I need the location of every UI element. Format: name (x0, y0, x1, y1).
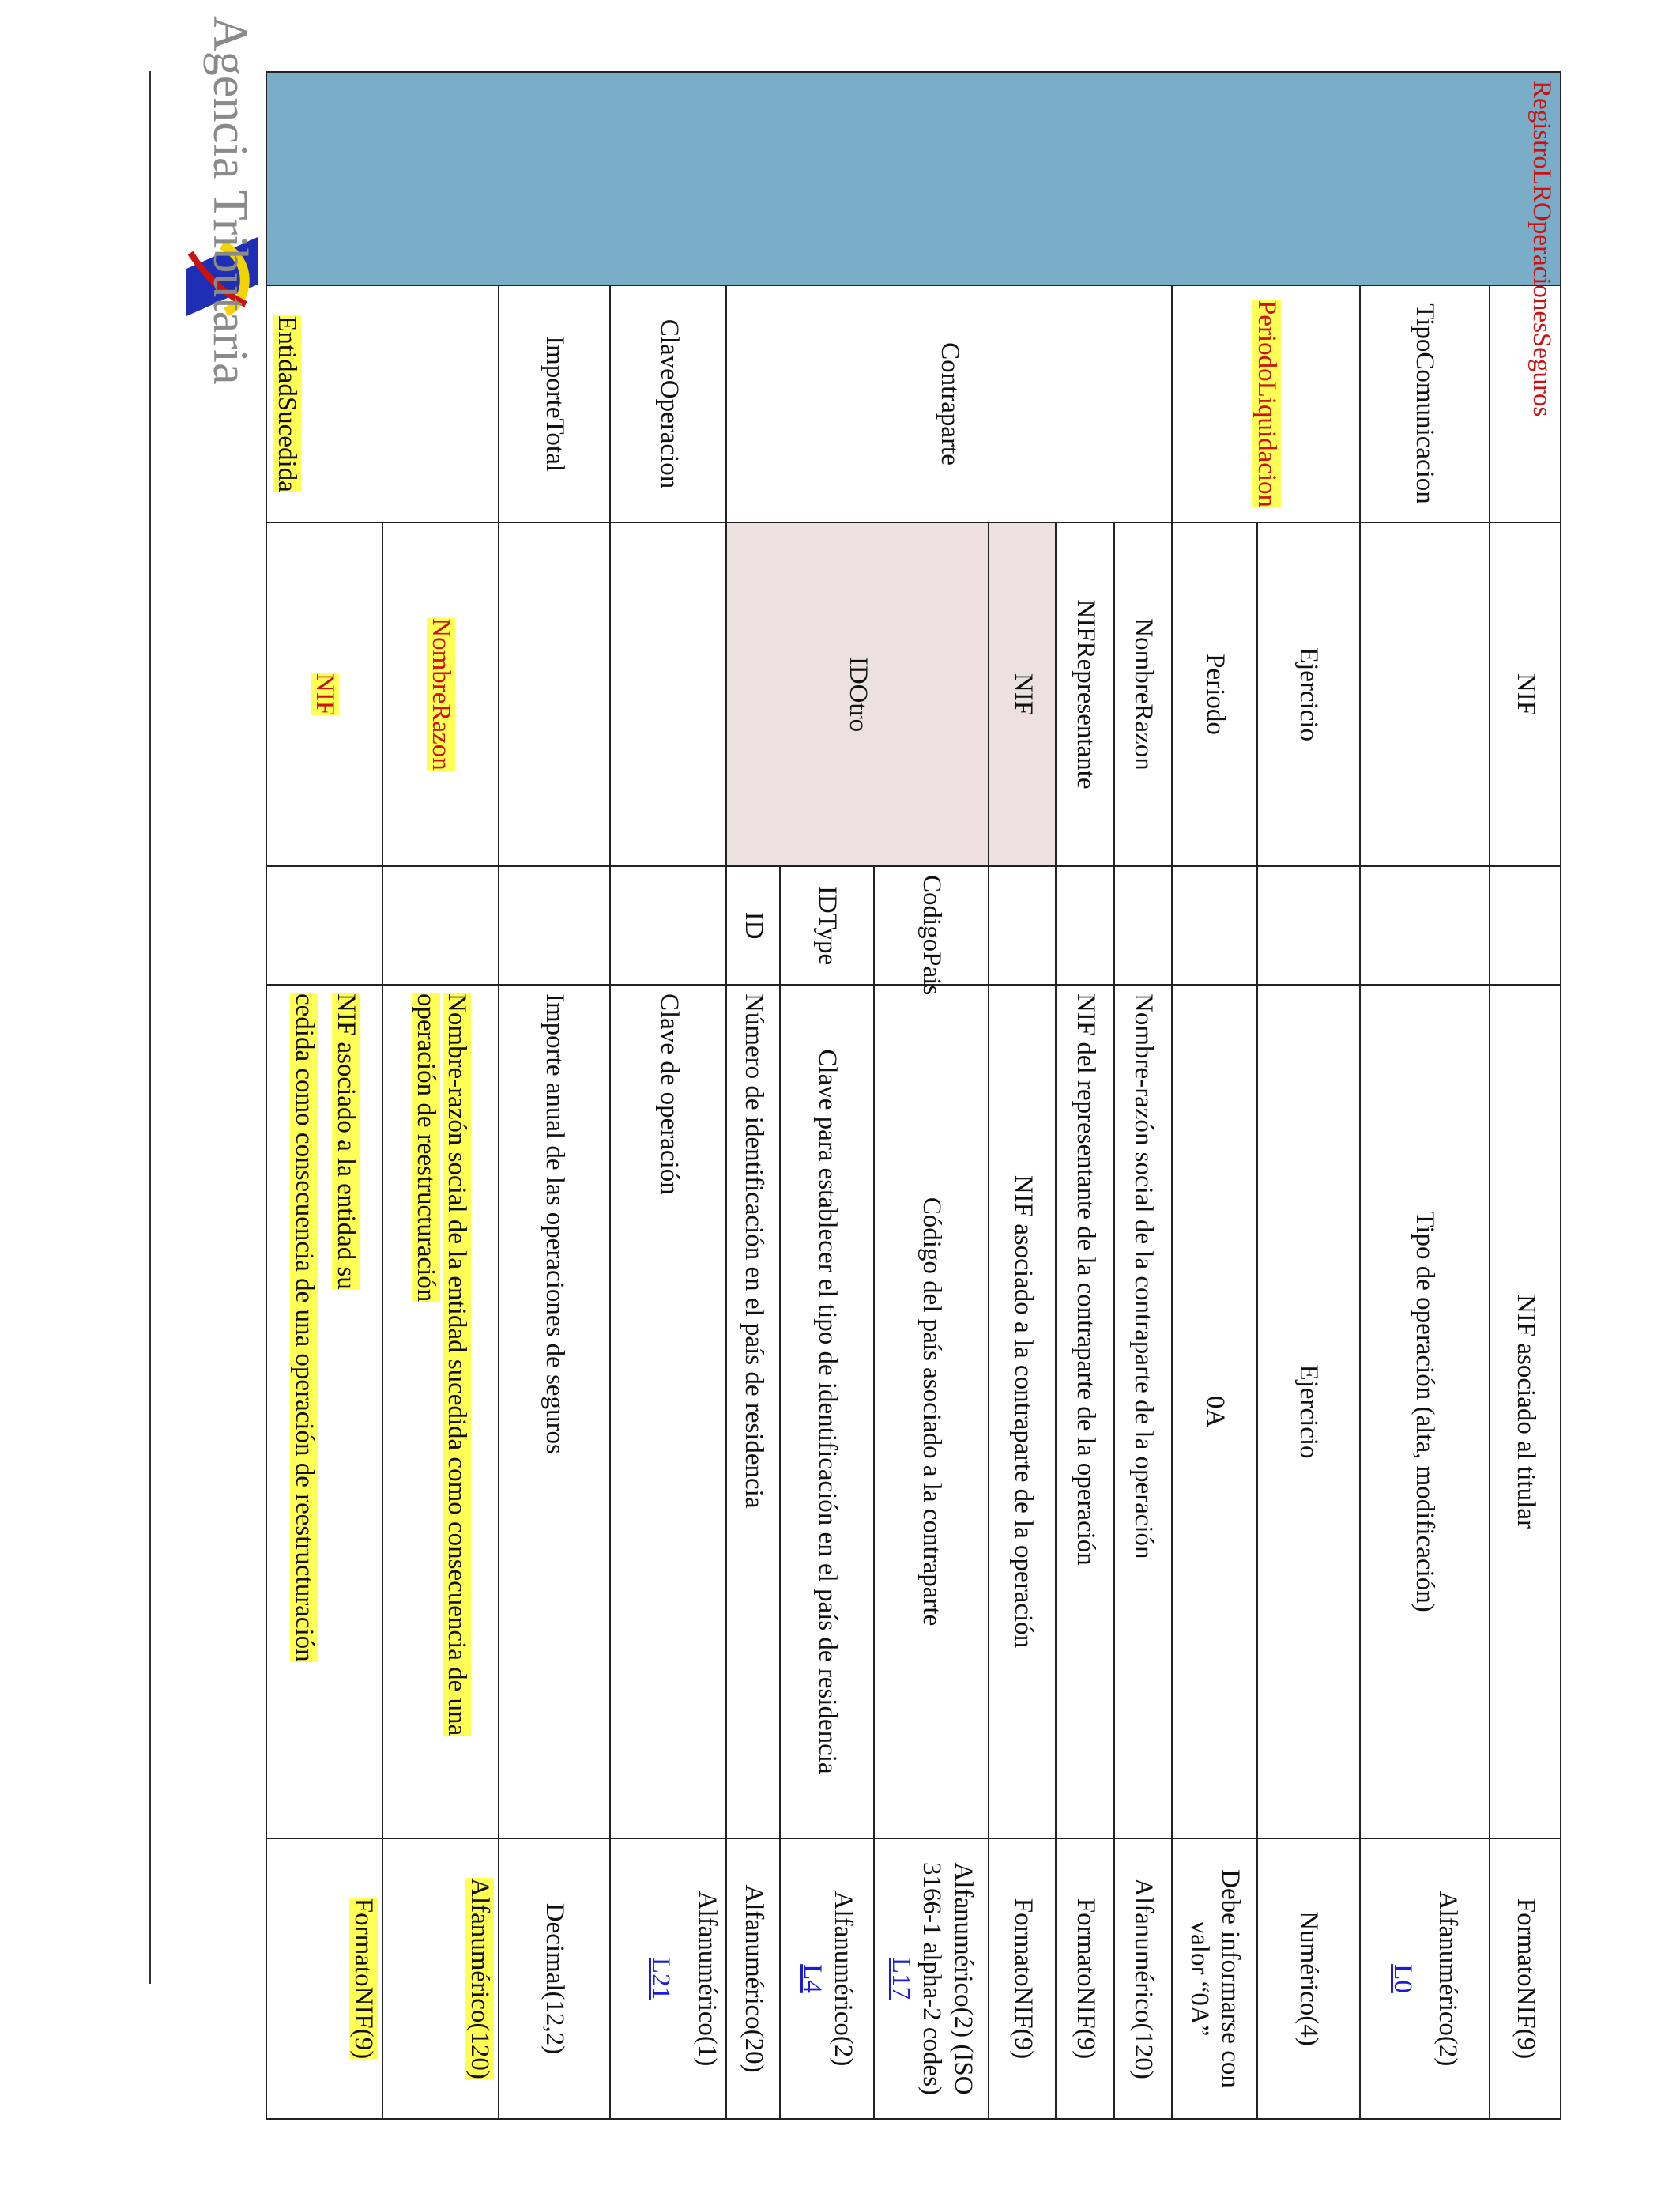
format-ejercicio: Numérico(4) (1257, 1838, 1360, 2119)
desc-tipo: Tipo de operación (alta, modificación) (1360, 985, 1490, 1838)
group-contraparte: Contraparte (726, 285, 1172, 522)
table-row (382, 72, 499, 2119)
format-clave: Alfanumérico(1) (693, 1891, 722, 2067)
desc-clave: Clave de operación (610, 985, 726, 1838)
table-row (610, 72, 726, 2119)
format-nif: FormatoNIF(9) (1490, 1838, 1561, 2119)
desc-nombre: Nombre-razón social de la contraparte de la operación (1114, 985, 1172, 1838)
table-row (1257, 72, 1360, 2119)
root-label: RegistroLROperacionesSeguros (1527, 81, 1556, 417)
field-ejercicio: Ejercicio (1257, 522, 1360, 866)
desc-nifc: NIF asociado a la contraparte de la operación (989, 985, 1056, 1838)
field-nifrepresentante: NIFRepresentante (1056, 522, 1113, 866)
header-rule (149, 71, 151, 1984)
schema-table (266, 71, 1561, 2120)
desc-importe: Importe anual de las operaciones de seguros (499, 985, 610, 1838)
format-nombre: Alfanumérico(120) (1114, 1838, 1172, 2119)
field-nif: NIF (1490, 522, 1561, 866)
desc-idtype: Clave para establecer el tipo de identificación en el país de residencia (780, 985, 874, 1838)
desc-nifrep: NIF del representante de la contraparte de la operación (1056, 985, 1113, 1838)
link-l4[interactable]: L4 (797, 1964, 827, 1993)
desc-nif: NIF asociado al titular (1490, 985, 1561, 1838)
format-id: Alfanumérico(20) (726, 1838, 780, 2119)
desc-entnombre: Nombre-razón social de la entidad sucedida como consecuencia de una operación de reestructuración (411, 993, 472, 1736)
table-row (1114, 72, 1172, 2119)
table-row (499, 72, 610, 2119)
field-periodo: Periodo (1172, 522, 1256, 866)
format-entnif: FormatoNIF(9) (349, 1898, 379, 2060)
link-l0[interactable]: L0 (1388, 1964, 1417, 1993)
desc-id: Número de identificación en el país de residencia (726, 985, 780, 1838)
field-entidad-nif: NIF (311, 673, 340, 716)
format-importe: Decimal(12,2) (499, 1838, 610, 2119)
brand-name: Agencia Tributaria (203, 16, 257, 385)
desc-ejercicio: Ejercicio (1257, 985, 1360, 1838)
desc-periodo: 0A (1172, 985, 1256, 1838)
table-row (1490, 72, 1561, 2119)
field-entidad-nombrerazon: NombreRazon (427, 618, 456, 771)
format-tipo: Alfanumérico(2) (1433, 1891, 1463, 2067)
desc-codpais: Código del país asociado a la contraparte (874, 985, 989, 1838)
sub-codigopais: CodigoPais (874, 866, 989, 985)
field-idotro: IDOtro (726, 522, 989, 866)
format-nifrep: FormatoNIF(9) (1056, 1838, 1113, 2119)
desc-entnif: NIF asociado a la entidad su (332, 993, 361, 1290)
group-claveoperacion: ClaveOperacion (610, 285, 726, 522)
field-nombrerazon: NombreRazon (1114, 522, 1172, 866)
format-periodo: Debe informarse con valor “0A” (1172, 1838, 1256, 2119)
group-tipocomunicacion: TipoComunicacion (1360, 285, 1490, 522)
link-l21[interactable]: L21 (646, 1957, 675, 2000)
sub-id: ID (726, 866, 780, 985)
format-codpais: Alfanumérico(2) (ISO 3166-1 alpha-2 codes) (917, 1861, 978, 2096)
group-periodoliquidacion: PeriodoLiquidacion (1252, 300, 1281, 508)
group-entidadsucedida: EntidadSucedida (272, 315, 301, 492)
sub-idtype: IDType (780, 866, 874, 985)
format-entnombre: Alfanumérico(120) (465, 1878, 495, 2079)
format-nifc: FormatoNIF(9) (989, 1838, 1056, 2119)
field-nif-contraparte: NIF (989, 522, 1056, 866)
format-idtype: Alfanumérico(2) (829, 1891, 858, 2067)
desc-entnif-continued: cedida como consecuencia de una operación de reestructuración (289, 993, 318, 1662)
link-l17[interactable]: L17 (886, 1957, 915, 2000)
table-row (1360, 72, 1490, 2119)
group-importetotal: ImporteTotal (499, 285, 610, 522)
